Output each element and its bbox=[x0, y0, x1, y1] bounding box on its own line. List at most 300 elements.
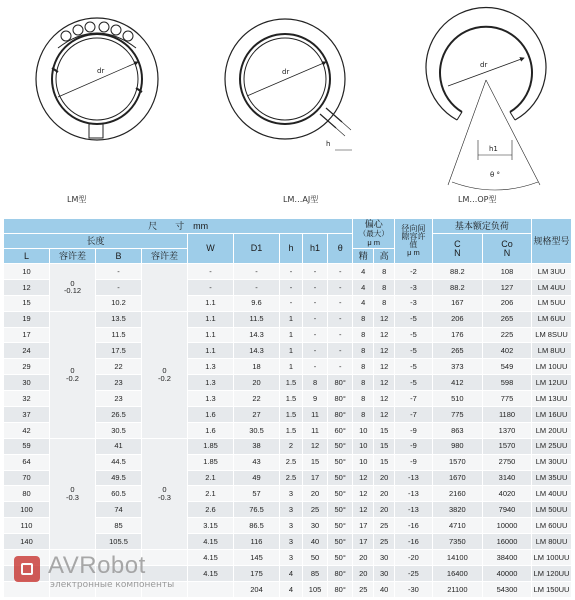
cell-theta: 50° bbox=[328, 454, 353, 470]
cell-h: 1 bbox=[280, 311, 303, 327]
header-basic-load: 基本额定负荷 bbox=[432, 219, 531, 234]
cell-h: 4 bbox=[280, 581, 303, 597]
cell-w: 1.6 bbox=[188, 407, 234, 423]
cell-radial: -13 bbox=[395, 470, 433, 486]
header-l: L bbox=[4, 249, 50, 264]
cell-b: 23 bbox=[96, 375, 142, 391]
cell-h: 1.5 bbox=[280, 375, 303, 391]
cell-d1: 14.3 bbox=[234, 343, 280, 359]
cell-theta: - bbox=[328, 279, 353, 295]
cell-model: LM 5UU bbox=[532, 295, 572, 311]
cell-c: 176 bbox=[432, 327, 482, 343]
cell-ecc-fine: 4 bbox=[353, 279, 374, 295]
cell-model: LM 40UU bbox=[532, 486, 572, 502]
cell-c: 7350 bbox=[432, 534, 482, 550]
cell-h: 2.5 bbox=[280, 454, 303, 470]
cell-c: 16400 bbox=[432, 565, 482, 581]
cell-b: - bbox=[96, 279, 142, 295]
cell-ecc-fine: 8 bbox=[353, 375, 374, 391]
cell-c: 265 bbox=[432, 343, 482, 359]
cell-theta: 60° bbox=[328, 422, 353, 438]
cell-h1: - bbox=[303, 295, 328, 311]
header-ecc-high: 高 bbox=[374, 249, 395, 264]
cell-co: 3140 bbox=[482, 470, 531, 486]
cell-radial: -9 bbox=[395, 454, 433, 470]
cell-h1: 9 bbox=[303, 391, 328, 407]
cell-h1: 15 bbox=[303, 454, 328, 470]
cell-theta: 80° bbox=[328, 407, 353, 423]
cell-ecc-fine: 20 bbox=[353, 550, 374, 566]
cell-d1: 116 bbox=[234, 534, 280, 550]
cell-model: LM 4UU bbox=[532, 279, 572, 295]
cell-model: LM 35UU bbox=[532, 470, 572, 486]
cell-ecc-high: 8 bbox=[374, 264, 395, 280]
cell-ecc-fine: 10 bbox=[353, 438, 374, 454]
cell-c: 863 bbox=[432, 422, 482, 438]
cell-ecc-high: 12 bbox=[374, 343, 395, 359]
cell-ecc-high: 15 bbox=[374, 438, 395, 454]
cell-h: 1 bbox=[280, 343, 303, 359]
cell-h: 3 bbox=[280, 486, 303, 502]
cell-ecc-high: 12 bbox=[374, 359, 395, 375]
cell-h1: 85 bbox=[303, 565, 328, 581]
cell-c: 775 bbox=[432, 407, 482, 423]
cell-h1: - bbox=[303, 327, 328, 343]
cell-w: 2.1 bbox=[188, 470, 234, 486]
cell-co: 16000 bbox=[482, 534, 531, 550]
cell-h1: 25 bbox=[303, 502, 328, 518]
cell-theta: 50° bbox=[328, 502, 353, 518]
cell-radial: -20 bbox=[395, 550, 433, 566]
cell-h: 4 bbox=[280, 565, 303, 581]
cell-w: 1.3 bbox=[188, 391, 234, 407]
cell-c: 21100 bbox=[432, 581, 482, 597]
cell-l-tolerance: 0 -0.2 bbox=[50, 311, 96, 438]
table-row bbox=[4, 438, 572, 454]
cell-w: - bbox=[188, 264, 234, 280]
cell-c: 1570 bbox=[432, 454, 482, 470]
cell-w: 4.15 bbox=[188, 550, 234, 566]
cell-w: 1.6 bbox=[188, 422, 234, 438]
cell-co: 225 bbox=[482, 327, 531, 343]
cell-co: 38400 bbox=[482, 550, 531, 566]
cell-c: 14100 bbox=[432, 550, 482, 566]
cell-radial: -16 bbox=[395, 518, 433, 534]
cell-h: 1.5 bbox=[280, 391, 303, 407]
cell-d1: 22 bbox=[234, 391, 280, 407]
cell-radial: -5 bbox=[395, 343, 433, 359]
cell-h: 2.5 bbox=[280, 470, 303, 486]
cell-w: 1.85 bbox=[188, 438, 234, 454]
cell-b: 10.2 bbox=[96, 295, 142, 311]
cell-l: 17 bbox=[4, 327, 50, 343]
cell-co: 265 bbox=[482, 311, 531, 327]
cell-w: 3.15 bbox=[188, 518, 234, 534]
cell-co: 7940 bbox=[482, 502, 531, 518]
cell-theta: - bbox=[328, 327, 353, 343]
cell-b: 44.5 bbox=[96, 454, 142, 470]
cell-model: LM 6UU bbox=[532, 311, 572, 327]
cell-radial: -7 bbox=[395, 407, 433, 423]
op-h1-label: h1 bbox=[489, 145, 498, 153]
cell-ecc-fine: 8 bbox=[353, 391, 374, 407]
header-model: 规格型号 bbox=[532, 219, 572, 264]
cell-model: LM 12UU bbox=[532, 375, 572, 391]
cell-w: 1.1 bbox=[188, 343, 234, 359]
cell-d1: 20 bbox=[234, 375, 280, 391]
cell-d1: 86.5 bbox=[234, 518, 280, 534]
cell-theta: 80° bbox=[328, 581, 353, 597]
header-c: C N bbox=[432, 234, 482, 264]
cell-ecc-high: 12 bbox=[374, 327, 395, 343]
cell-h1: - bbox=[303, 311, 328, 327]
header-co: Co N bbox=[482, 234, 531, 264]
cell-model: LM 8SUU bbox=[532, 327, 572, 343]
cell-h: - bbox=[280, 264, 303, 280]
cell-radial: -13 bbox=[395, 502, 433, 518]
cell-theta: 50° bbox=[328, 438, 353, 454]
cell-radial: -3 bbox=[395, 295, 433, 311]
cell-d1: 11.5 bbox=[234, 311, 280, 327]
aj-dr-label: dr bbox=[282, 68, 290, 76]
cell-c: 88.2 bbox=[432, 264, 482, 280]
cell-b: 23 bbox=[96, 391, 142, 407]
lm-op-type-diagram bbox=[426, 7, 546, 190]
cell-w: 2.1 bbox=[188, 486, 234, 502]
cell-co: 54300 bbox=[482, 581, 531, 597]
cell-ecc-high: 12 bbox=[374, 375, 395, 391]
cell-h1: 40 bbox=[303, 534, 328, 550]
cell-l: 64 bbox=[4, 454, 50, 470]
cell-radial: -5 bbox=[395, 311, 433, 327]
header-d1: D1 bbox=[234, 234, 280, 264]
cell-co: 4020 bbox=[482, 486, 531, 502]
cell-co: 549 bbox=[482, 359, 531, 375]
cell-l: 110 bbox=[4, 518, 50, 534]
cell-d1: 43 bbox=[234, 454, 280, 470]
header-theta: θ bbox=[328, 234, 353, 264]
cell-l: 80 bbox=[4, 486, 50, 502]
cell-h1: 12 bbox=[303, 438, 328, 454]
cell-theta: - bbox=[328, 359, 353, 375]
cell-h: 2 bbox=[280, 438, 303, 454]
cell-model: LM 80UU bbox=[532, 534, 572, 550]
cell-model: LM 25UU bbox=[532, 438, 572, 454]
op-theta-label: θ ° bbox=[490, 171, 501, 179]
cell-b: 17.5 bbox=[96, 343, 142, 359]
cell-d1: 175 bbox=[234, 565, 280, 581]
cell-model: LM 50UU bbox=[532, 502, 572, 518]
cell-w: 2.6 bbox=[188, 502, 234, 518]
cell-h: 1 bbox=[280, 359, 303, 375]
watermark-title: AVRobot bbox=[48, 552, 146, 579]
cell-ecc-fine: 17 bbox=[353, 534, 374, 550]
cell-w: 1.3 bbox=[188, 359, 234, 375]
cell-ecc-fine: 8 bbox=[353, 359, 374, 375]
cell-c: 373 bbox=[432, 359, 482, 375]
cell-ecc-high: 25 bbox=[374, 534, 395, 550]
cell-d1: 76.5 bbox=[234, 502, 280, 518]
cell-h: 1 bbox=[280, 327, 303, 343]
cell-ecc-high: 20 bbox=[374, 470, 395, 486]
cell-b: 22 bbox=[96, 359, 142, 375]
lm-aj-type-diagram bbox=[225, 19, 352, 150]
cell-l-tolerance: 0 -0.12 bbox=[50, 264, 96, 312]
cell-h: 3 bbox=[280, 502, 303, 518]
cell-ecc-fine: 10 bbox=[353, 422, 374, 438]
cell-d1: 18 bbox=[234, 359, 280, 375]
bearing-diagrams bbox=[0, 0, 575, 215]
cell-w: 4.15 bbox=[188, 534, 234, 550]
chip-logo-icon bbox=[14, 556, 40, 582]
header-eccentricity: 偏心 （最大） μ m bbox=[353, 219, 395, 249]
cell-d1: - bbox=[234, 279, 280, 295]
cell-b: 11.5 bbox=[96, 327, 142, 343]
caption-lm: LM型 bbox=[67, 195, 87, 204]
cell-ecc-fine: 12 bbox=[353, 470, 374, 486]
cell-c: 3820 bbox=[432, 502, 482, 518]
cell-c: 4710 bbox=[432, 518, 482, 534]
cell-theta: 80° bbox=[328, 565, 353, 581]
cell-b-tolerance: 0 -0.3 bbox=[142, 438, 188, 549]
header-w: W bbox=[188, 234, 234, 264]
cell-b: 60.5 bbox=[96, 486, 142, 502]
cell-l: 37 bbox=[4, 407, 50, 423]
cell-h: 3 bbox=[280, 534, 303, 550]
cell-model: LM 8UU bbox=[532, 343, 572, 359]
header-l-tolerance: 容许差 bbox=[50, 249, 96, 264]
cell-model: LM 30UU bbox=[532, 454, 572, 470]
cell-co: 775 bbox=[482, 391, 531, 407]
cell-d1: 49 bbox=[234, 470, 280, 486]
cell-co: 2750 bbox=[482, 454, 531, 470]
cell-ecc-high: 40 bbox=[374, 581, 395, 597]
cell-w: - bbox=[188, 279, 234, 295]
cell-co: 598 bbox=[482, 375, 531, 391]
cell-w: 1.1 bbox=[188, 327, 234, 343]
cell-c: 88.2 bbox=[432, 279, 482, 295]
header-dimensions: 尺 寸 mm bbox=[4, 219, 353, 234]
cell-h: - bbox=[280, 295, 303, 311]
cell-b: 41 bbox=[96, 438, 142, 454]
cell-model: LM 16UU bbox=[532, 407, 572, 423]
watermark-subtitle: электронные компоненты bbox=[50, 580, 175, 590]
cell-radial: -7 bbox=[395, 391, 433, 407]
cell-l: 30 bbox=[4, 375, 50, 391]
cell-h1: 17 bbox=[303, 470, 328, 486]
cell-w: 4.15 bbox=[188, 565, 234, 581]
cell-l: 19 bbox=[4, 311, 50, 327]
cell-d1: 9.6 bbox=[234, 295, 280, 311]
cell-radial: -16 bbox=[395, 534, 433, 550]
caption-lm-op: LM…OP型 bbox=[458, 195, 497, 204]
cell-h1: 105 bbox=[303, 581, 328, 597]
cell-theta: - bbox=[328, 264, 353, 280]
cell-ecc-fine: 25 bbox=[353, 581, 374, 597]
cell-l: 12 bbox=[4, 279, 50, 295]
cell-w: 1.85 bbox=[188, 454, 234, 470]
cell-radial: -3 bbox=[395, 279, 433, 295]
cell-b: 13.5 bbox=[96, 311, 142, 327]
cell-ecc-high: 12 bbox=[374, 407, 395, 423]
cell-theta: - bbox=[328, 343, 353, 359]
cell-l: 29 bbox=[4, 359, 50, 375]
cell-d1: 57 bbox=[234, 486, 280, 502]
cell-c: 412 bbox=[432, 375, 482, 391]
cell-ecc-fine: 8 bbox=[353, 327, 374, 343]
header-h: h bbox=[280, 234, 303, 264]
cell-radial: -5 bbox=[395, 375, 433, 391]
cell-ecc-high: 15 bbox=[374, 454, 395, 470]
cell-theta: 50° bbox=[328, 486, 353, 502]
header-b-tolerance: 容许差 bbox=[142, 249, 188, 264]
cell-d1: 30.5 bbox=[234, 422, 280, 438]
cell-ecc-high: 20 bbox=[374, 502, 395, 518]
cell-h: 1.5 bbox=[280, 407, 303, 423]
cell-radial: -5 bbox=[395, 359, 433, 375]
cell-w: 1.3 bbox=[188, 375, 234, 391]
cell-d1: - bbox=[234, 264, 280, 280]
cell-d1: 38 bbox=[234, 438, 280, 454]
cell-theta: 50° bbox=[328, 534, 353, 550]
cell-h1: 30 bbox=[303, 518, 328, 534]
header-length: 长度 bbox=[4, 234, 188, 249]
cell-radial: -9 bbox=[395, 422, 433, 438]
cell-ecc-high: 30 bbox=[374, 550, 395, 566]
cell-l: 10 bbox=[4, 264, 50, 280]
cell-radial: -30 bbox=[395, 581, 433, 597]
cell-b: 105.5 bbox=[96, 534, 142, 550]
cell-model: LM 3UU bbox=[532, 264, 572, 280]
header-h1: h1 bbox=[303, 234, 328, 264]
cell-d1: 27 bbox=[234, 407, 280, 423]
cell-ecc-high: 30 bbox=[374, 565, 395, 581]
cell-theta: 50° bbox=[328, 518, 353, 534]
cell-ecc-fine: 10 bbox=[353, 454, 374, 470]
cell-b: 74 bbox=[96, 502, 142, 518]
cell-radial: -5 bbox=[395, 327, 433, 343]
cell-h1: 20 bbox=[303, 486, 328, 502]
cell-theta: - bbox=[328, 295, 353, 311]
cell-h1: - bbox=[303, 279, 328, 295]
cell-theta: 80° bbox=[328, 375, 353, 391]
cell-radial: -9 bbox=[395, 438, 433, 454]
cell-theta: 80° bbox=[328, 391, 353, 407]
cell-ecc-fine: 20 bbox=[353, 565, 374, 581]
lm-dr-label: dr bbox=[97, 67, 105, 75]
cell-b: 49.5 bbox=[96, 470, 142, 486]
cell-c: 980 bbox=[432, 438, 482, 454]
cell-b: 30.5 bbox=[96, 422, 142, 438]
cell-l: 15 bbox=[4, 295, 50, 311]
cell-h1: - bbox=[303, 264, 328, 280]
cell-theta: 50° bbox=[328, 470, 353, 486]
cell-b: 85 bbox=[96, 518, 142, 534]
cell-d1: 145 bbox=[234, 550, 280, 566]
cell-ecc-high: 12 bbox=[374, 391, 395, 407]
cell-co: 1370 bbox=[482, 422, 531, 438]
cell-b: 26.5 bbox=[96, 407, 142, 423]
cell-model: LM 10UU bbox=[532, 359, 572, 375]
cell-radial: -25 bbox=[395, 565, 433, 581]
header-b: B bbox=[96, 249, 142, 264]
cell-b-tolerance bbox=[142, 264, 188, 312]
cell-w: 1.1 bbox=[188, 311, 234, 327]
cell-co: 206 bbox=[482, 295, 531, 311]
cell-h1: 50 bbox=[303, 550, 328, 566]
cell-ecc-high: 12 bbox=[374, 311, 395, 327]
cell-co: 127 bbox=[482, 279, 531, 295]
cell-l: 100 bbox=[4, 502, 50, 518]
cell-ecc-high: 15 bbox=[374, 422, 395, 438]
cell-theta: - bbox=[328, 311, 353, 327]
cell-h1: 11 bbox=[303, 422, 328, 438]
cell-h: 1.5 bbox=[280, 422, 303, 438]
cell-h: 3 bbox=[280, 550, 303, 566]
cell-co: 1180 bbox=[482, 407, 531, 423]
cell-l-tolerance: 0 -0.3 bbox=[50, 438, 96, 549]
cell-l: 32 bbox=[4, 391, 50, 407]
cell-ecc-fine: 17 bbox=[353, 518, 374, 534]
caption-lm-aj: LM…AJ型 bbox=[283, 195, 319, 204]
cell-ecc-fine: 8 bbox=[353, 311, 374, 327]
table-row bbox=[4, 311, 572, 327]
header-ecc-fine: 精 bbox=[353, 249, 374, 264]
cell-l: 42 bbox=[4, 422, 50, 438]
header-radial-clearance: 径向间 隙容许 值 μ m bbox=[395, 219, 433, 264]
cell-model: LM 150UU bbox=[532, 581, 572, 597]
cell-h1: 11 bbox=[303, 407, 328, 423]
cell-radial: -13 bbox=[395, 486, 433, 502]
cell-h1: - bbox=[303, 343, 328, 359]
cell-ecc-fine: 4 bbox=[353, 295, 374, 311]
cell-theta: 50° bbox=[328, 550, 353, 566]
cell-c: 510 bbox=[432, 391, 482, 407]
cell-h1: - bbox=[303, 359, 328, 375]
cell-h1: 8 bbox=[303, 375, 328, 391]
table-row bbox=[4, 264, 572, 280]
cell-ecc-high: 25 bbox=[374, 518, 395, 534]
cell-h: - bbox=[280, 279, 303, 295]
cell-ecc-high: 8 bbox=[374, 295, 395, 311]
cell-l: 24 bbox=[4, 343, 50, 359]
cell-model: LM 13UU bbox=[532, 391, 572, 407]
cell-b: - bbox=[96, 264, 142, 280]
cell-ecc-fine: 8 bbox=[353, 407, 374, 423]
cell-co: 40000 bbox=[482, 565, 531, 581]
cell-model: LM 60UU bbox=[532, 518, 572, 534]
cell-model: LM 120UU bbox=[532, 565, 572, 581]
cell-ecc-high: 8 bbox=[374, 279, 395, 295]
cell-model: LM 20UU bbox=[532, 422, 572, 438]
cell-l: 140 bbox=[4, 534, 50, 550]
aj-h-label: h bbox=[326, 140, 331, 148]
cell-c: 206 bbox=[432, 311, 482, 327]
cell-ecc-fine: 12 bbox=[353, 502, 374, 518]
cell-ecc-high: 20 bbox=[374, 486, 395, 502]
cell-c: 167 bbox=[432, 295, 482, 311]
cell-co: 108 bbox=[482, 264, 531, 280]
cell-h: 3 bbox=[280, 518, 303, 534]
cell-l: 70 bbox=[4, 470, 50, 486]
cell-ecc-fine: 4 bbox=[353, 264, 374, 280]
cell-co: 1570 bbox=[482, 438, 531, 454]
cell-c: 1670 bbox=[432, 470, 482, 486]
watermark bbox=[10, 548, 230, 596]
cell-b-tolerance: 0 -0.2 bbox=[142, 311, 188, 438]
op-dr-label: dr bbox=[480, 61, 488, 69]
cell-d1: 204 bbox=[234, 581, 280, 597]
